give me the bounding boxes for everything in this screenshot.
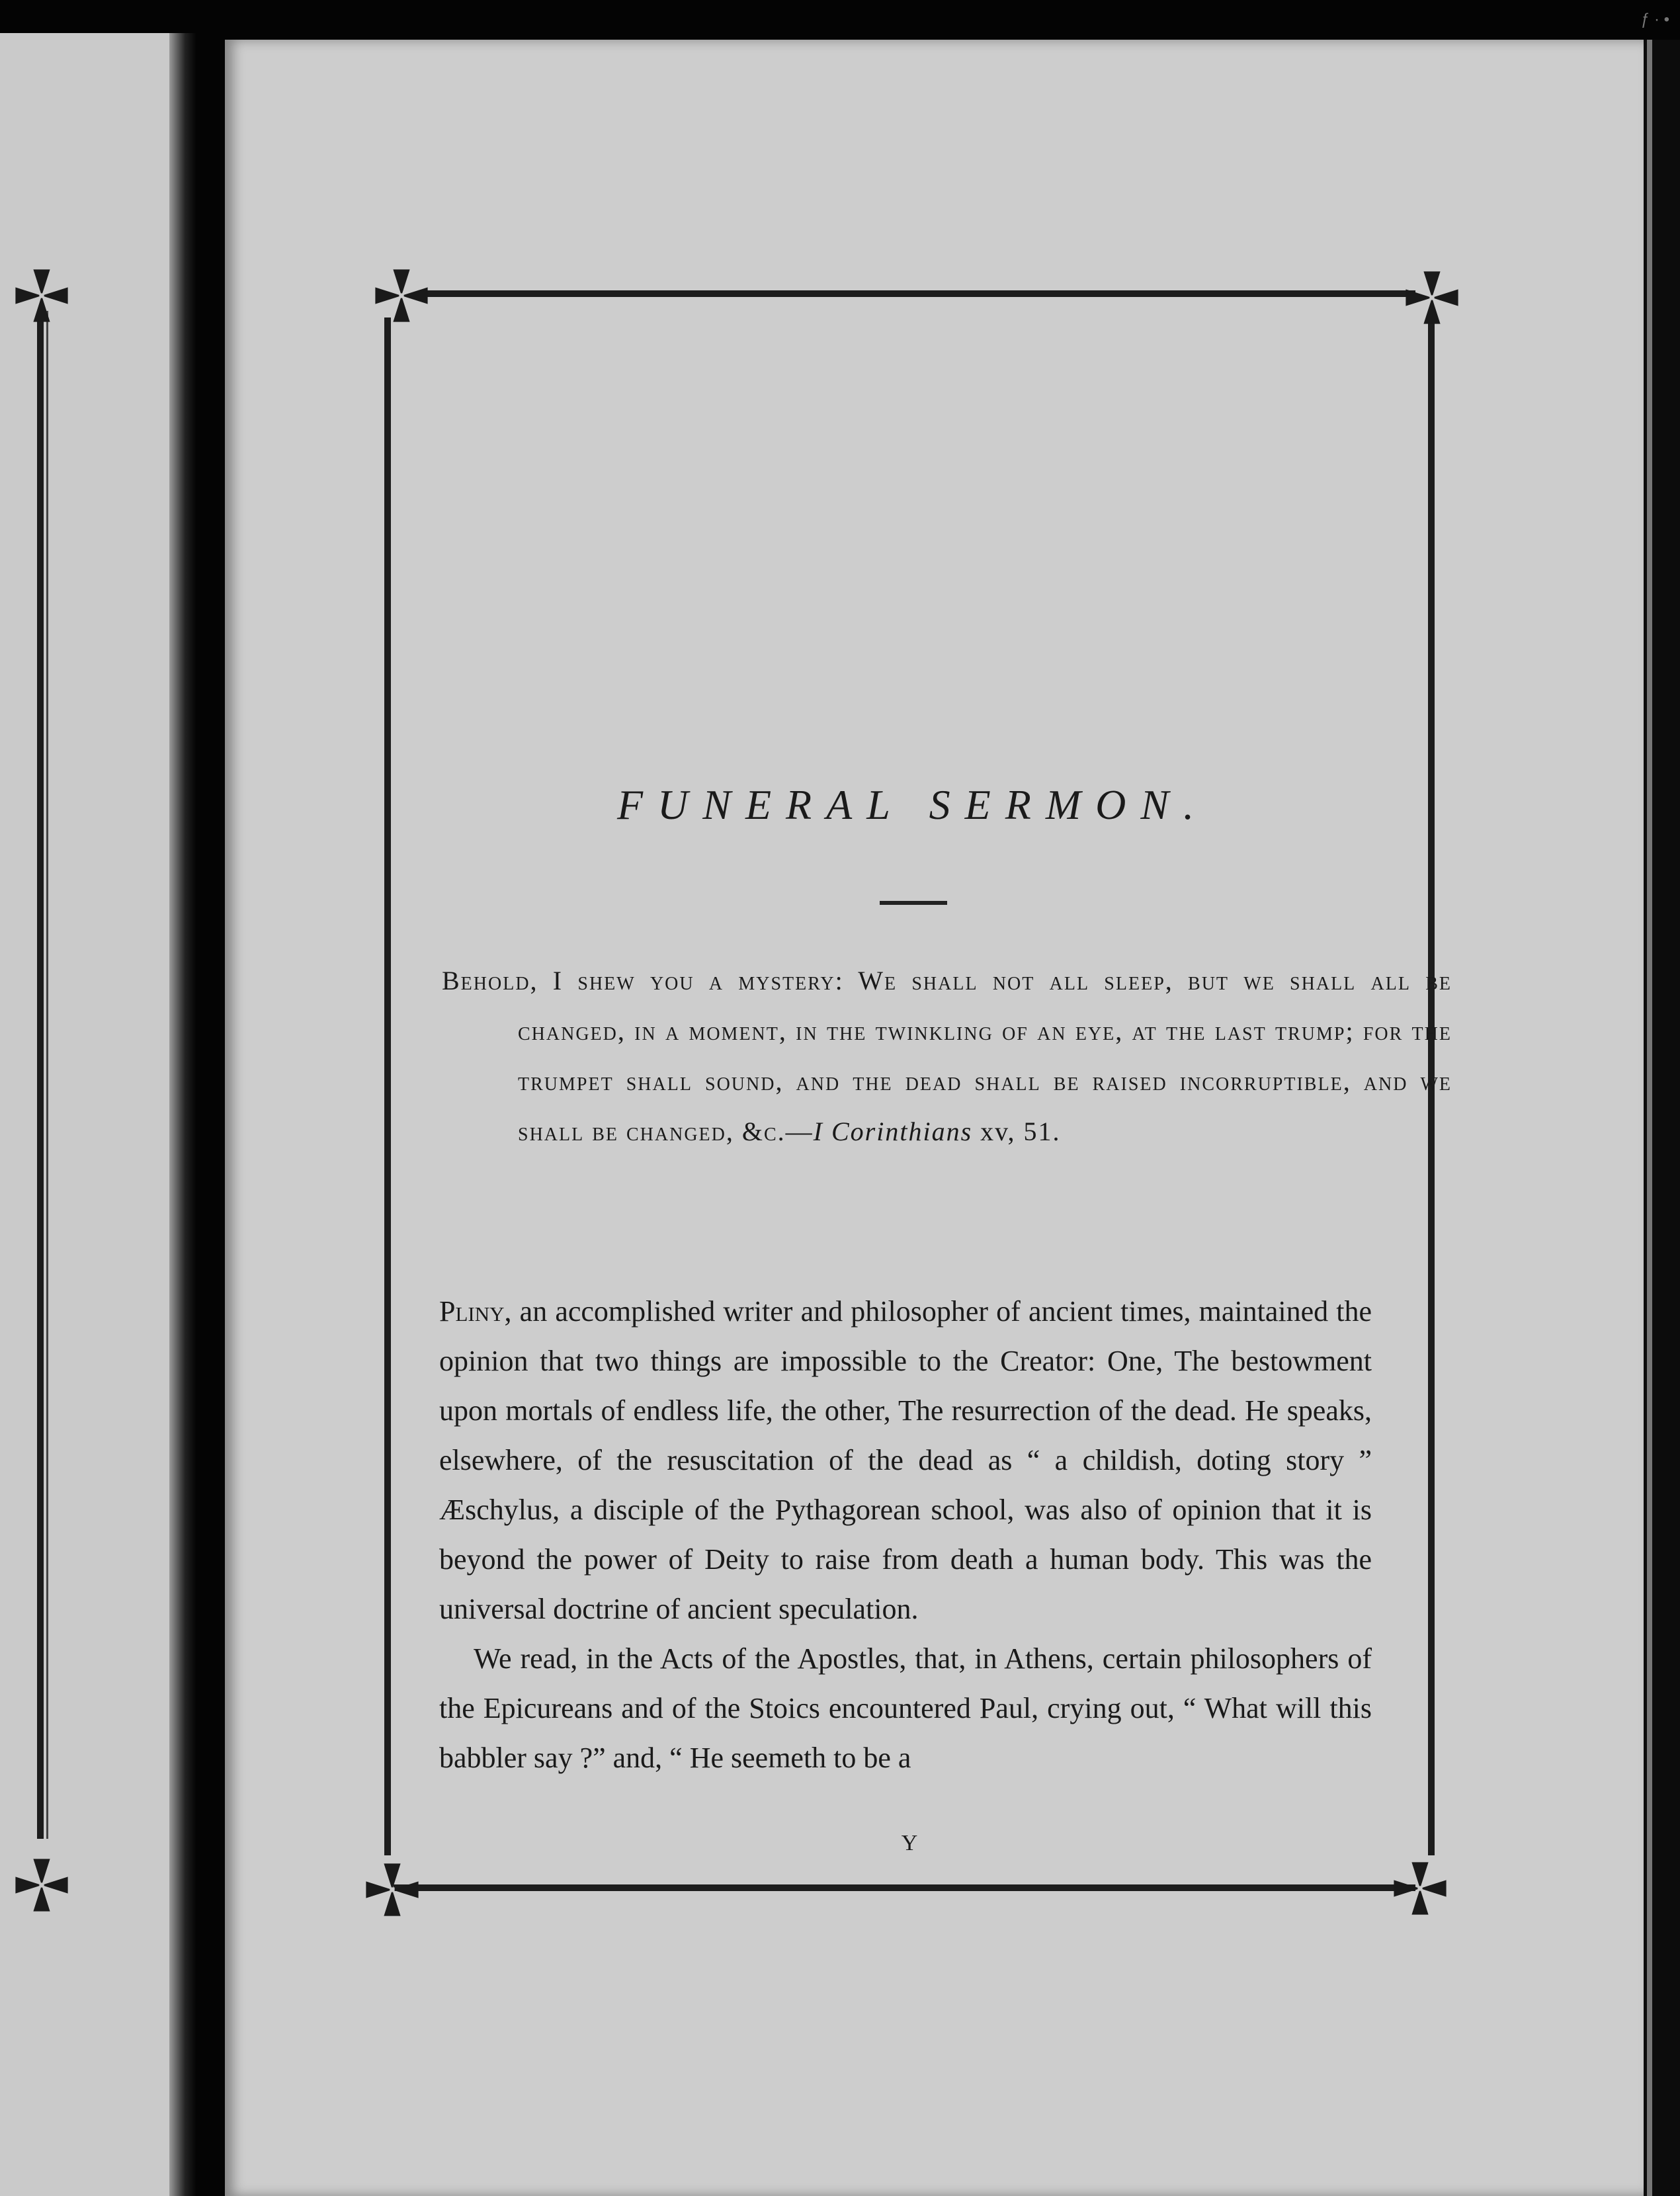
signature-mark: Y [901, 1831, 918, 1855]
page-title: FUNERAL SERMON. [616, 781, 1209, 828]
facing-page-cross-ornament-icon [12, 266, 71, 325]
cross-ornament-icon [372, 266, 431, 325]
epigraph-text: Behold, I shew you a mystery: We shall not all sleep, but we shall all be changed, in a moment, in the twinkling of an eye, at the last trump; for the trumpet shall sound, and the dead shall be raised incorruptible, and we shall be changed, &c.— [442, 966, 1452, 1146]
right-margin-strip [1647, 40, 1652, 2196]
page-border-bottom [394, 1884, 1415, 1891]
cross-ornament-icon [362, 1860, 422, 1920]
paragraph-text: We read, in the Acts of the Apostles, that, in Athens, certain philosophers of the Epicureans and of the Stoics encountered Paul, crying out, “ What will this babbler say ?” and, “ He seemeth to be a [439, 1642, 1372, 1774]
epigraph-reference-book: I Corinthians [813, 1117, 973, 1146]
gutter-shadow [169, 33, 196, 2196]
title-divider [880, 901, 947, 905]
facing-page-cross-ornament-icon [12, 1855, 71, 1915]
paragraph-lead: Pliny [439, 1295, 505, 1328]
facing-page-border-rule [37, 311, 44, 1839]
paragraph [439, 1634, 1372, 1783]
sermon-body [439, 1287, 1372, 1783]
cross-ornament-icon [1390, 1859, 1450, 1918]
facing-page-border-rule-inner [46, 311, 48, 1839]
paragraph-text: , an accomplished writer and philosopher of ancient times, maintained the opinion that two things are impossible to the Creator: One, The bestowment upon mortals of endless life, the other, The resurrection of the dead. He speaks, elsewhere, of the resuscitation of the dead as “ a childish, doting story ” Æschylus, a disciple of the Pythagorean school, was also of opinion that it is beyond the power of Deity to raise from death a human body. This was the universal doctrine of ancient speculation. [439, 1295, 1372, 1625]
corner-mark: ƒ · • [1640, 11, 1669, 28]
page-border-top [423, 290, 1415, 297]
cross-ornament-icon [1402, 268, 1462, 327]
epigraph-reference-rest: xv, 51. [980, 1117, 1061, 1146]
page-border-left [384, 317, 391, 1855]
paragraph [439, 1287, 1372, 1634]
epigraph [442, 956, 1452, 1157]
